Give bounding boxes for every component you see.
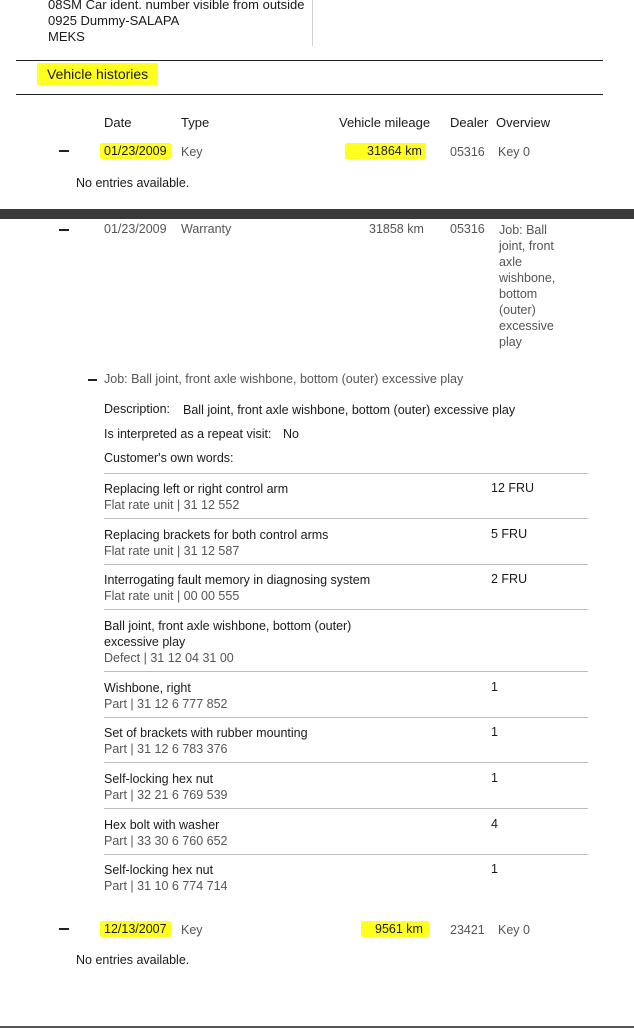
repeat-visit-value: No [283, 427, 299, 441]
entry-3-note: No entries available. [76, 953, 190, 967]
description-value: Ball joint, front axle wishbone, bottom (outer) excessive play [183, 403, 516, 417]
collapse-entry-2-icon[interactable] [59, 229, 69, 231]
collapse-entry-3-icon[interactable] [59, 928, 69, 930]
page-break-bar [0, 209, 634, 219]
header-type: Type [181, 115, 210, 130]
entry-1-note: No entries available. [76, 176, 190, 190]
entry-3-overview: Key 0 [498, 923, 530, 937]
car-meks-line: MEKS [48, 29, 85, 44]
section-bottom-rule [16, 94, 603, 95]
list-divider [104, 717, 588, 718]
job-item-6-sub: Part | 31 12 6 783 376 [104, 742, 228, 756]
job-item-8-qty: 4 [491, 817, 498, 831]
list-divider [104, 609, 588, 610]
entry-3-mileage: 9561 km [361, 922, 429, 936]
entry-1-date: 01/23/2009 [100, 144, 171, 158]
job-item-2-qty: 5 FRU [491, 527, 528, 541]
bottom-edge [0, 1026, 634, 1028]
job-item-1-sub: Flat rate unit | 31 12 552 [104, 498, 240, 512]
entry-2-date: 01/23/2009 [104, 222, 167, 236]
entry-2-mileage: 31858 km [369, 222, 424, 236]
list-divider [104, 564, 588, 565]
description-label: Description: [104, 402, 170, 416]
job-item-3-sub: Flat rate unit | 00 00 555 [104, 589, 240, 603]
section-top-rule [16, 60, 603, 61]
collapse-entry-1-icon[interactable] [59, 150, 69, 152]
job-item-8-name: Hex bolt with washer [104, 818, 220, 832]
customer-words-label: Customer's own words: [104, 451, 234, 465]
job-item-6-name: Set of brackets with rubber mounting [104, 726, 308, 740]
job-item-2-name: Replacing brackets for both control arms [104, 528, 329, 542]
job-item-1-qty: 12 FRU [491, 481, 535, 495]
job-item-5-sub: Part | 31 12 6 777 852 [104, 697, 228, 711]
list-divider [104, 473, 588, 474]
entry-3-dealer: 23421 [450, 923, 485, 937]
header-overview: Overview [496, 115, 551, 130]
entry-1-mileage: 31864 km [345, 144, 426, 158]
job-item-7-qty: 1 [491, 771, 498, 785]
top-vertical-divider [312, 0, 313, 46]
entry-2-overview: Job: Ball joint, front axle wishbone, bottom (outer) excessive play [499, 223, 556, 349]
entry-1-dealer: 05316 [450, 145, 485, 159]
list-divider [104, 518, 588, 519]
job-item-4-name-line1: Ball joint, front axle wishbone, bottom (outer) [104, 619, 352, 633]
job-item-3-name: Interrogating fault memory in diagnosing system [104, 573, 371, 587]
job-item-2-sub: Flat rate unit | 31 12 587 [104, 544, 240, 558]
entry-3-type: Key [181, 923, 203, 937]
job-item-9-name: Self-locking hex nut [104, 863, 214, 877]
entry-2-dealer: 05316 [450, 222, 485, 236]
job-item-6-qty: 1 [491, 725, 498, 739]
job-item-5-qty: 1 [491, 680, 498, 694]
job-item-4-sub: Defect | 31 12 04 31 00 [104, 651, 234, 665]
job-header: Job: Ball joint, front axle wishbone, bottom (outer) excessive play [104, 372, 464, 386]
job-item-5-name: Wishbone, right [104, 681, 191, 695]
entry-1-overview: Key 0 [498, 145, 530, 159]
section-title: Vehicle histories [37, 66, 158, 82]
header-dealer: Dealer [450, 115, 489, 130]
list-divider [104, 671, 588, 672]
entry-3-date: 12/13/2007 [100, 922, 171, 936]
header-date: Date [104, 115, 132, 130]
header-mileage: Vehicle mileage [339, 115, 431, 130]
repeat-visit-label: Is interpreted as a repeat visit: [104, 427, 272, 441]
job-item-7-name: Self-locking hex nut [104, 772, 214, 786]
list-divider [104, 762, 588, 763]
job-item-9-sub: Part | 31 10 6 774 714 [104, 879, 228, 893]
list-divider [104, 808, 588, 809]
car-ident-line: 08SM Car ident. number visible from outside [48, 0, 305, 12]
job-item-1-name: Replacing left or right control arm [104, 482, 289, 496]
car-model-line: 0925 Dummy-SALAPA [48, 13, 180, 28]
job-item-8-sub: Part | 33 30 6 760 652 [104, 834, 228, 848]
job-item-3-qty: 2 FRU [491, 572, 528, 586]
collapse-job-icon[interactable] [88, 379, 97, 381]
entry-1-type: Key [181, 145, 203, 159]
job-item-4-name-line2: excessive play [104, 635, 186, 649]
list-divider [104, 854, 588, 855]
entry-2-type: Warranty [181, 222, 232, 236]
job-item-7-sub: Part | 32 21 6 769 539 [104, 788, 228, 802]
job-item-9-qty: 1 [491, 862, 498, 876]
